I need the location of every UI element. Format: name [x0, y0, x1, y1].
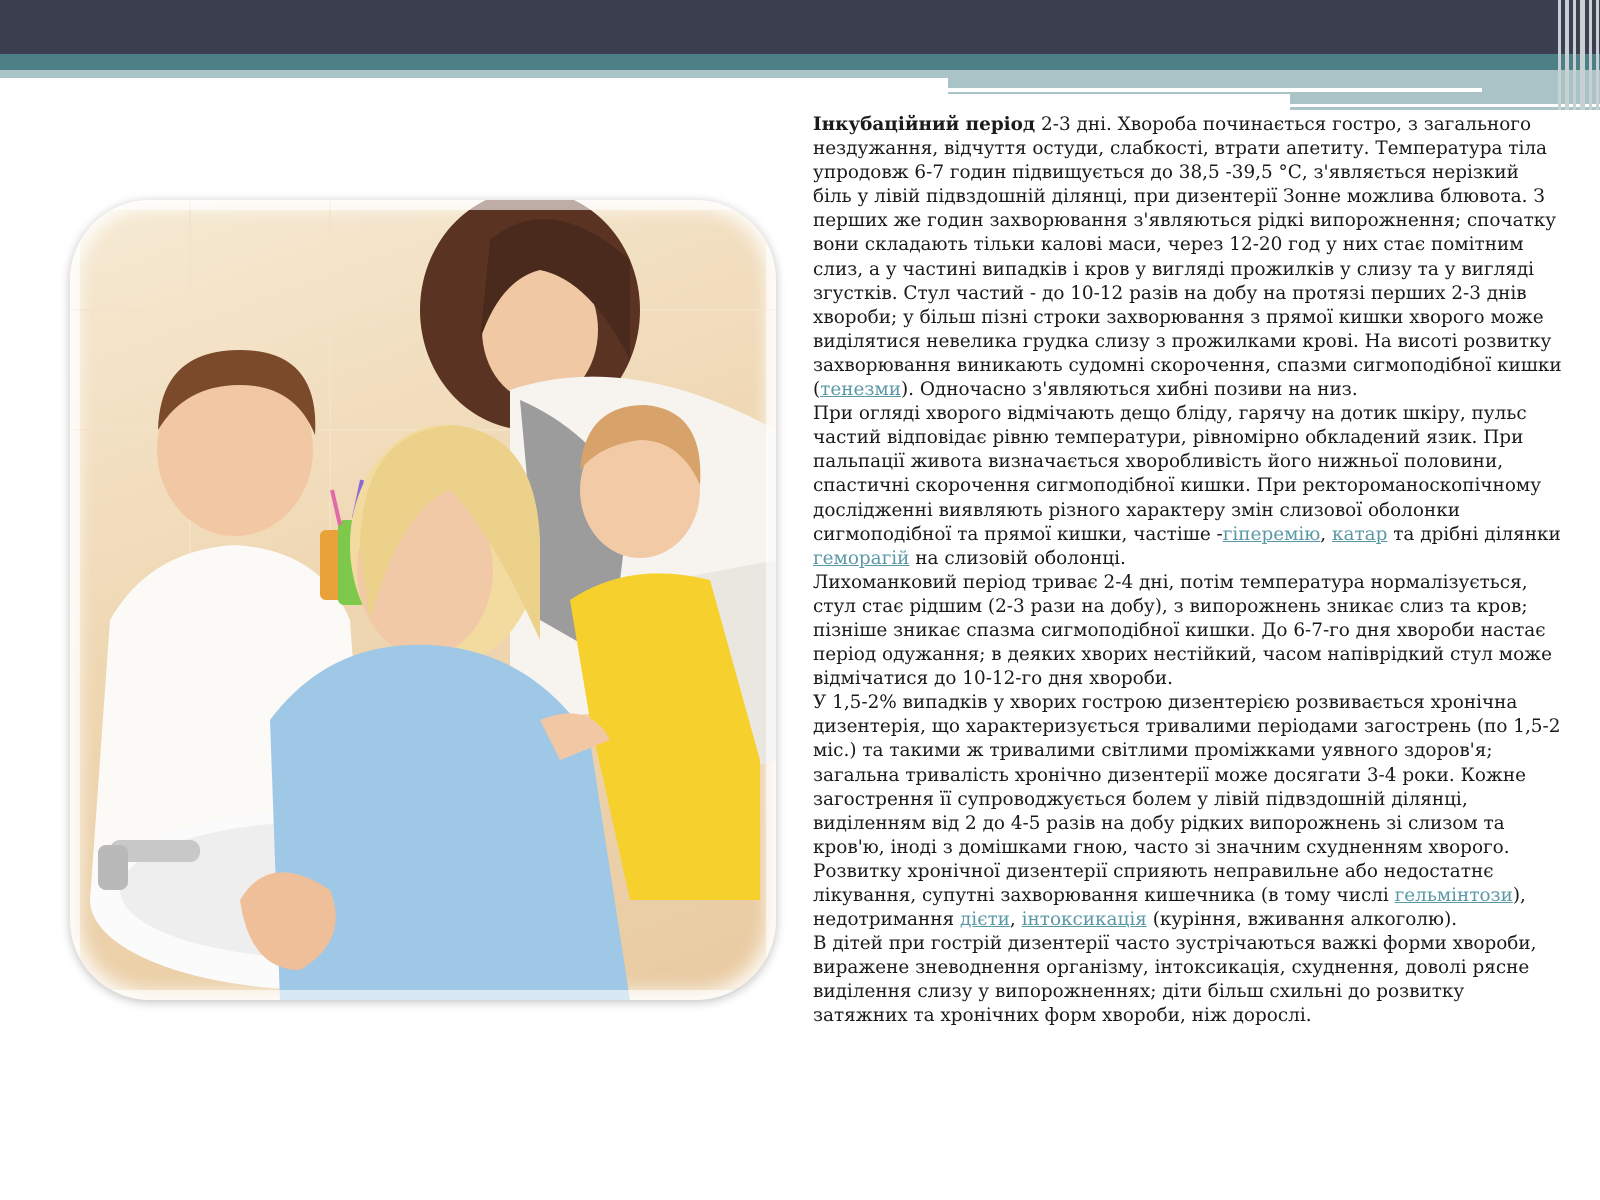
header-step-line-lower [1290, 104, 1600, 107]
header-vertical-stripes [1556, 0, 1600, 110]
link-hemorrhage[interactable]: геморагій [813, 547, 910, 569]
link-tenesmus[interactable]: тенезми [820, 379, 901, 401]
link-intoxication[interactable]: інтоксикація [1021, 909, 1147, 931]
text-segment: Лихоманковий період триває 2-4 дні, потім температура нормалізується, стул стає рідшим (2-3 рази на добу), з випорожнень зникає слиз та кров; пізніше зникає спазма сигмоподібної кишки. До 6-7-го дня хвороби настає період одужання; в деяких хворих нестійкий, часом напіврідкий стул може відмічатися до 10-12-го дня хвороби. [813, 571, 1552, 690]
text-segment: При огляді хворого відмічають дещо бліду, гарячу на дотик шкіру, пульс частий відповідає рівню температури, рівномірно обкладений язик. При пальпації живота визначається хворобливість його нижньої половини, спастичні скорочення сигмоподібної кишки. При ректороманоскопічному дослідженні виявляють різного характеру змін слизової оболонки сигмоподібної та прямої кишки, частіше - [813, 403, 1542, 545]
paragraph-fever-period [813, 571, 1563, 691]
link-hyperemia[interactable]: гіперемію [1222, 523, 1321, 545]
link-helminthiasis[interactable]: гельмінтози [1394, 885, 1513, 906]
text-segment: 2-3 дні. Хвороба починається гостро, з загального нездужання, відчуття остуди, слабкості, втрати апетиту. Температура тіла упродовж 6-7 годин підвищується до 38,5 -39,5 °С, з'являється нерізкий біль у лівій підвздошній ділянці, при дизентерії Зонне можлива блювота. З перших же годин захворювання з'являються рідкі випорожнення; спочатку вони складають тільки калові маси, через 12-20 год у них стає помітним слиз, а у частині випадків і кров у вигляді прожилків у слизу та у вигляді згустків. Стул частий - до 10-12 разів на добу на протязі перших 2-3 днів хвороби; у більш пізні строки захворювання з прямої кишки хворого може виділятися невелика грудка слизу з прожилками крові. На висоті розвитку захворювання виникають судомні скорочення, спазми сигмоподібної кишки ( [813, 114, 1562, 401]
header-band-dark [0, 0, 1600, 54]
text-segment: У 1,5-2% випадків у хворих гострою дизентерією розвивається хронічна дизентерія, що характеризується тривалими періодами загострень (по 1,5-2 міс.) та такими ж тривалими світлими проміжками уявного здоров'я; загальна тривалість хронічно дизентерії може досягати 3-4 роки. Кожне загострення її супроводжується болем у лівій підвздошній ділянці, виділенням від 2 до 4-5 разів на добу рідких випорожнень зі слизом та кров'ю, іноді з домішками гною, часто зі значним схудненням хворого. [813, 692, 1561, 858]
photo-illustration [70, 200, 776, 1000]
link-catarrh[interactable]: катар [1332, 523, 1388, 545]
text-segment: ), недотримання [813, 885, 1526, 931]
text-segment: (куріння, вживання алкоголю). [1146, 909, 1458, 931]
text-segment: та дрібні ділянки [1387, 523, 1561, 545]
text-segment: ). Одночасно з'являються хибні позиви на низ. [900, 379, 1358, 401]
paragraph-risk-factors [813, 860, 1563, 932]
paragraph-examination [813, 402, 1563, 571]
text-segment: В дітей при гострій дизентерії часто зустрічаються важкі форми хвороби, виражене зневоднення організму, інтоксикація, схуднення, доволі рясне виділення слизу у випорожненнях; діти більш схильні до розвитку затяжних та хронічних форм хвороби, ніж дорослі. [813, 933, 1537, 1027]
paragraph-incubation [813, 113, 1563, 402]
text-segment: , [1009, 909, 1022, 931]
header-band-light [0, 70, 1600, 78]
paragraph-children [813, 932, 1563, 1028]
text-segment: , [1320, 523, 1332, 545]
text-segment: на слизовій оболонці. [909, 547, 1126, 569]
incubation-heading: Інкубаційний період [813, 114, 1036, 135]
text-segment: Розвитку хронічної дизентерії сприяють неправильне або недостатнє лікування, супутні захворювання кишечника (в тому числі [813, 860, 1494, 906]
header-band-teal [0, 54, 1600, 70]
paragraph-chronic [813, 691, 1563, 860]
body-text [813, 113, 1563, 1029]
link-diet[interactable]: дієти [959, 909, 1010, 931]
children-handwashing-photo [70, 200, 776, 1000]
header-step-bar-lower [1290, 94, 1600, 110]
header-step-line [948, 88, 1482, 92]
